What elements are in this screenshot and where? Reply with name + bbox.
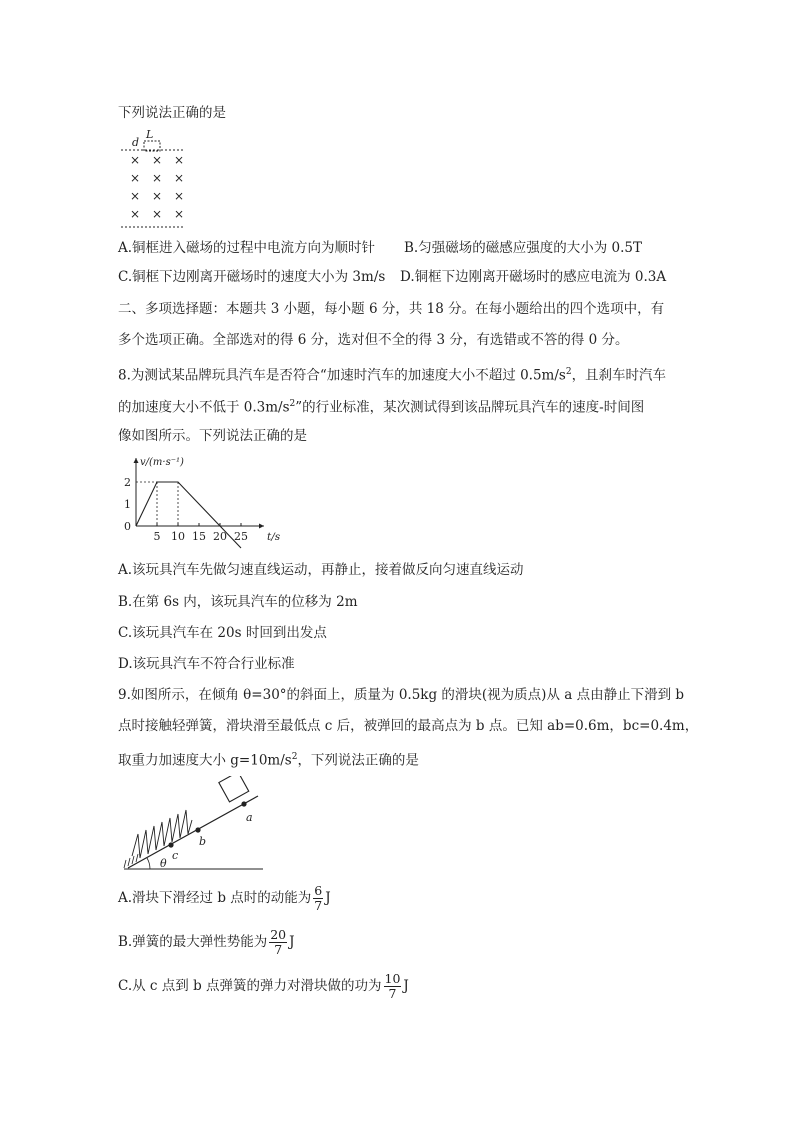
q8-option-b: B.在第 6s 内，该玩具汽车的位移为 2m: [118, 594, 358, 610]
label-a: a: [246, 811, 253, 824]
x-axis-arrow: [259, 524, 264, 529]
xtick-label-5: 5: [153, 530, 161, 543]
ytick-label-0: 0: [124, 520, 131, 533]
incline-surface: [128, 796, 258, 868]
xtick-label-25: 25: [234, 530, 248, 543]
angle-arc: [147, 858, 150, 869]
q8-option-d: D.该玩具汽车不符合行业标准: [118, 656, 295, 672]
q7-option-a: A.铜框进入磁场的过程中电流方向为顺时针: [118, 240, 376, 256]
y-axis-arrow: [134, 458, 139, 463]
field-cross-3: ×: [130, 171, 141, 185]
spring: [132, 810, 192, 858]
velocity-time-chart: [118, 452, 288, 550]
q7-option-d: D.铜框下边刚离开磁场时的感应电流为 0.3A: [400, 269, 667, 285]
q8-option-a: A.该玩具汽车先做匀速直线运动，再静止，接着做反向匀速直线运动: [118, 562, 524, 578]
q9-stem-line1: 9.如图所示，在倾角 θ=30°的斜面上，质量为 0.5kg 的滑块(视为质点)从 a 点由静止下滑到 b: [118, 687, 685, 703]
field-cross-4: ×: [152, 171, 163, 185]
q8-stem-line1: 8.为测试某品牌玩具汽车是否符合“加速时汽车的加速度大小不超过 $0.5m/s^2$，且刹车时汽车: [118, 367, 667, 384]
field-cross-6: ×: [130, 189, 141, 203]
point-c: [168, 842, 173, 847]
field-cross-5: ×: [174, 171, 185, 185]
field-cross-2: ×: [174, 153, 185, 167]
field-crosses: [130, 153, 184, 221]
label-L: L: [146, 128, 154, 141]
label-theta: θ: [160, 857, 167, 870]
q8-stem-line3: 像如图所示。下列说法正确的是: [118, 428, 307, 444]
q7-option-b: B.匀强磁场的磁感应强度的大小为 0.5T: [404, 240, 642, 256]
xtick-label-10: 10: [171, 530, 185, 543]
label-b: b: [199, 835, 207, 848]
field-cross-8: ×: [174, 189, 185, 203]
slider-block: [219, 776, 249, 802]
xtick-label-20: 20: [213, 530, 227, 543]
magnetic-field-figure: [118, 126, 193, 232]
chart-ylabel: v/(m·s⁻¹): [140, 457, 184, 468]
q8-stem-line2: 的加速度大小不低于 $0.3m/s^2$”的行业标准，某次测试得到该品牌玩具汽车的速度-时间图: [118, 399, 645, 416]
section2-line2: 多个选项正确。全部选对的得 6 分，选对但不全的得 3 分，有选错或不答的得 0 分。: [118, 332, 629, 348]
field-cross-10: ×: [152, 207, 163, 221]
label-c: c: [172, 849, 179, 862]
q9-stem-line3: 取重力加速度大小 $g=10m/s^2$，下列说法正确的是: [118, 752, 419, 769]
field-cross-0: ×: [130, 153, 141, 167]
ytick-label-1: 1: [124, 498, 131, 511]
label-d: d: [132, 136, 140, 149]
point-b: [195, 827, 200, 832]
intro-question: 下列说法正确的是: [118, 105, 226, 121]
q9-option-c: C.从 c 点到 b 点弹簧的弹力对滑块做的功为 $\frac{10}{7}$ J: [118, 971, 409, 1001]
incline-spring-figure: [118, 776, 273, 876]
q9-option-a: A.滑块下滑经过 b 点时的动能为 $\frac{6}{7}$ J: [118, 883, 331, 913]
point-a: [241, 801, 246, 806]
section2-line1: 二、多项选择题：本题共 3 小题，每小题 6 分，共 18 分。在每小题给出的四个选项中，有: [118, 301, 665, 317]
field-cross-9: ×: [130, 207, 141, 221]
chart-xlabel: t/s: [267, 531, 281, 543]
q8-option-c: C.该玩具汽车在 20s 时回到出发点: [118, 625, 327, 641]
fraction-b: $\frac{20}{7}$: [270, 927, 287, 957]
q9-stem-line2: 点时接触轻弹簧，滑块滑至最低点 c 后，被弹回的最高点为 b 点。已知 ab=0.6m，bc=0.4m，: [118, 718, 699, 734]
ytick-label-2: 2: [124, 476, 131, 489]
fraction-a: $\frac{6}{7}$: [314, 883, 323, 913]
field-cross-7: ×: [152, 189, 163, 203]
q9-option-b: B.弹簧的最大弹性势能为 $\frac{20}{7}$ J: [118, 927, 295, 957]
xtick-label-15: 15: [192, 530, 206, 543]
field-cross-11: ×: [174, 207, 185, 221]
q7-option-c: C.铜框下边刚离开磁场时的速度大小为 3m/s: [118, 269, 386, 285]
field-cross-1: ×: [152, 153, 163, 167]
fraction-c: $\frac{10}{7}$: [384, 971, 401, 1001]
